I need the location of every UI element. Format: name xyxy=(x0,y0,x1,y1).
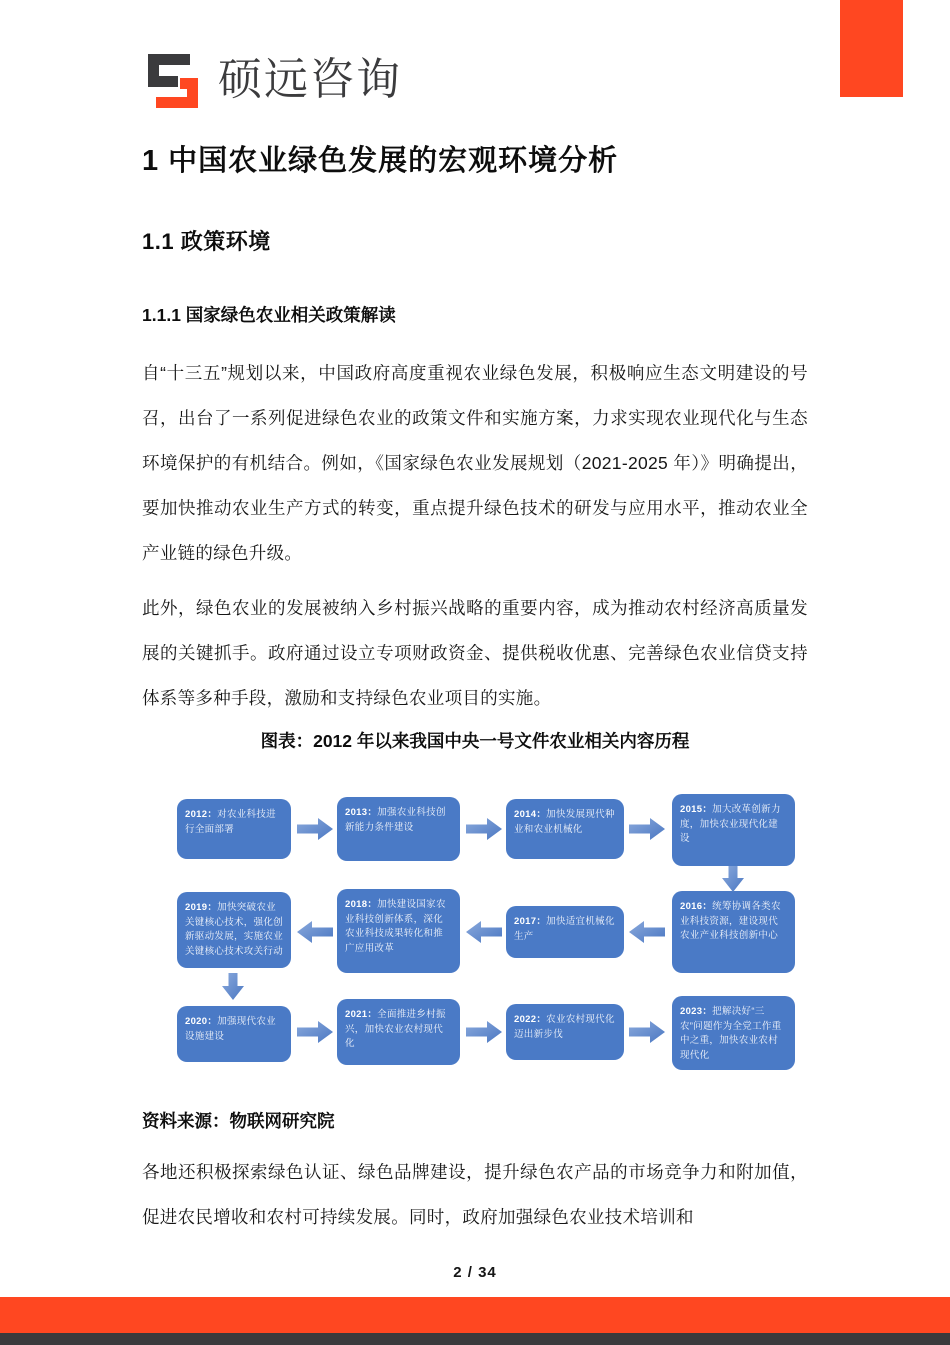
timeline-text: 加快适宜机械化生产 xyxy=(514,916,615,942)
timeline-text: 统筹协调各类农业科技资源，建设现代农业产业科技创新中心 xyxy=(680,901,781,942)
flow-arrow-left-icon xyxy=(297,920,333,944)
flow-arrow-down-icon xyxy=(721,866,745,892)
timeline-box-2014 xyxy=(506,799,624,859)
timeline-text: 加快突破农业关键核心技术，强化创新驱动发展，实施农业关键核心技术攻关行动 xyxy=(185,902,284,958)
flow-arrow-right-icon xyxy=(297,1020,333,1044)
timeline-year: 2013： xyxy=(345,807,378,818)
timeline-box-2019 xyxy=(177,892,291,968)
flow-arrow-left-icon xyxy=(466,920,502,944)
timeline-box-2021 xyxy=(337,999,460,1065)
policy-timeline-diagram xyxy=(0,788,950,1078)
timeline-box-2013 xyxy=(337,797,460,861)
timeline-box-2015 xyxy=(672,794,795,866)
timeline-year: 2023： xyxy=(680,1006,713,1017)
timeline-text: 全面推进乡村振兴，加快农业农村现代化 xyxy=(345,1009,446,1050)
timeline-text: 对农业科技进行全面部署 xyxy=(185,809,276,835)
brand-header xyxy=(142,48,808,112)
subsection-heading: 1.1 政策环境 xyxy=(142,229,271,254)
flow-arrow-right-icon xyxy=(629,817,665,841)
timeline-box-2012 xyxy=(177,799,291,859)
timeline-year: 2017： xyxy=(514,916,547,927)
brand-logo-icon xyxy=(142,51,202,109)
timeline-box-2016 xyxy=(672,891,795,973)
timeline-year: 2015： xyxy=(680,804,713,815)
brand-logo-text: 硕远咨询 xyxy=(218,55,402,104)
paragraph-green-certification: 各地还积极探索绿色认证、绿色品牌建设，提升绿色农产品的市场竞争力和附加值，促进农民增收和农村可持续发展。同时，政府加强绿色农业技术培训和 xyxy=(142,1162,808,1227)
timeline-year: 2016： xyxy=(680,901,713,912)
figure-source: 资料来源：物联网研究院 xyxy=(142,1111,335,1131)
flow-arrow-right-icon xyxy=(629,1020,665,1044)
timeline-box-2023 xyxy=(672,996,795,1070)
flow-arrow-left-icon xyxy=(629,920,665,944)
timeline-year: 2018： xyxy=(345,899,378,910)
timeline-text: 加快建设国家农业科技创新体系，深化农业科技成果转化和推广应用改革 xyxy=(345,899,446,955)
footer-dark-bar xyxy=(0,1333,950,1345)
flow-arrow-right-icon xyxy=(466,817,502,841)
timeline-box-2017 xyxy=(506,906,624,958)
figure-title: 图表：2012 年以来我国中央一号文件农业相关内容历程 xyxy=(260,731,690,751)
flow-arrow-right-icon xyxy=(466,1020,502,1044)
subsubsection-heading: 1.1.1 国家绿色农业相关政策解读 xyxy=(142,305,396,325)
timeline-text: 加大改革创新力度，加快农业现代化建设 xyxy=(680,804,781,845)
timeline-text: 农业农村现代化迈出新步伐 xyxy=(514,1014,615,1040)
paragraph-rural-revitalization: 此外，绿色农业的发展被纳入乡村振兴战略的重要内容，成为推动农村经济高质量发展的关键抓手。政府通过设立专项财政资金、提供税收优惠、完善绿色农业信贷支持体系等多种手段，激励和支持绿色农业项目的实施。 xyxy=(142,598,808,708)
timeline-year: 2021： xyxy=(345,1009,378,1020)
timeline-year: 2019： xyxy=(185,902,218,913)
timeline-year: 2014： xyxy=(514,809,547,820)
header-accent-rectangle xyxy=(840,0,903,97)
section-heading: 1 中国农业绿色发展的宏观环境分析 xyxy=(142,145,619,177)
timeline-text: 加强农业科技创新能力条件建设 xyxy=(345,807,446,833)
timeline-box-2020 xyxy=(177,1006,291,1062)
flow-arrow-down-icon xyxy=(221,973,245,1000)
timeline-text: 加强现代农业设施建设 xyxy=(185,1016,276,1042)
footer-accent-bar xyxy=(0,1297,950,1333)
timeline-box-2018 xyxy=(337,889,460,973)
timeline-text: 把解决好“三农”问题作为全党工作重中之重，加快农业农村现代化 xyxy=(680,1006,782,1062)
page-number: 2 / 34 xyxy=(453,1264,497,1281)
timeline-box-2022 xyxy=(506,1004,624,1060)
timeline-year: 2022： xyxy=(514,1014,547,1025)
timeline-year: 2020： xyxy=(185,1016,218,1027)
timeline-year: 2012： xyxy=(185,809,218,820)
flow-arrow-right-icon xyxy=(297,817,333,841)
timeline-text: 加快发展现代种业和农业机械化 xyxy=(514,809,615,835)
paragraph-policy-overview: 自“十三五”规划以来，中国政府高度重视农业绿色发展，积极响应生态文明建设的号召，出台了一系列促进绿色农业的政策文件和实施方案，力求实现农业现代化与生态环境保护的有机结合。例如，《国家绿色农业发展规划（2021-2025 年）》明确提出，要加快推动农业生产方式的转变，重点提升绿色技术的研发与应用水平，推动农业全产业链的绿色升级。 xyxy=(142,363,808,563)
